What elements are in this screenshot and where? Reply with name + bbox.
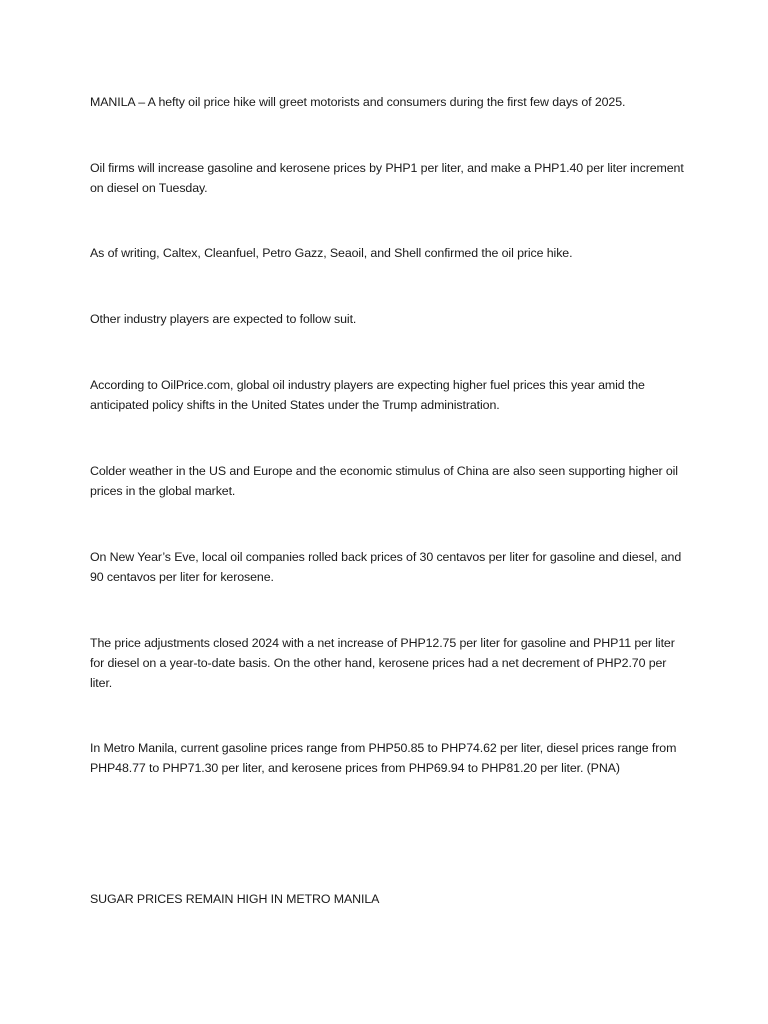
paragraph-follow-suit: Other industry players are expected to follow suit. bbox=[90, 312, 357, 326]
section-heading-sugar-prices: SUGAR PRICES REMAIN HIGH IN METRO MANILA bbox=[90, 892, 380, 906]
paragraph-rollback: On New Year’s Eve, local oil companies rolled back prices of 30 centavos per liter for gasoline and diesel, and 90 centavos per liter for kerosene. bbox=[90, 550, 682, 584]
paragraph-confirmed-companies: As of writing, Caltex, Cleanfuel, Petro Gazz, Seaoil, and Shell confirmed the oil price hike. bbox=[90, 246, 573, 260]
paragraph-intro: MANILA – A hefty oil price hike will greet motorists and consumers during the first few days of 2025. bbox=[90, 95, 626, 109]
paragraph-metro-manila-prices: In Metro Manila, current gasoline prices range from PHP50.85 to PHP74.62 per liter, diesel prices range from PHP48.77 to PHP71.30 per liter, and kerosene prices from PHP69.94 to PHP81.20 per liter. (PNA) bbox=[90, 741, 677, 775]
paragraph-price-increase: Oil firms will increase gasoline and kerosene prices by PHP1 per liter, and make a PHP1.40 per liter increment on diesel on Tuesday. bbox=[90, 161, 684, 195]
paragraph-net-adjustments: The price adjustments closed 2024 with a net increase of PHP12.75 per liter for gasoline and PHP11 per liter for diesel on a year-to-date basis. On the other hand, kerosene prices had a net decrement of PHP2.70 per liter. bbox=[90, 636, 675, 690]
paragraph-colder-weather: Colder weather in the US and Europe and the economic stimulus of China are also seen supporting higher oil prices in the global market. bbox=[90, 464, 678, 498]
paragraph-oilprice-outlook: According to OilPrice.com, global oil industry players are expecting higher fuel prices this year amid the anticipated policy shifts in the United States under the Trump administration. bbox=[90, 378, 645, 412]
